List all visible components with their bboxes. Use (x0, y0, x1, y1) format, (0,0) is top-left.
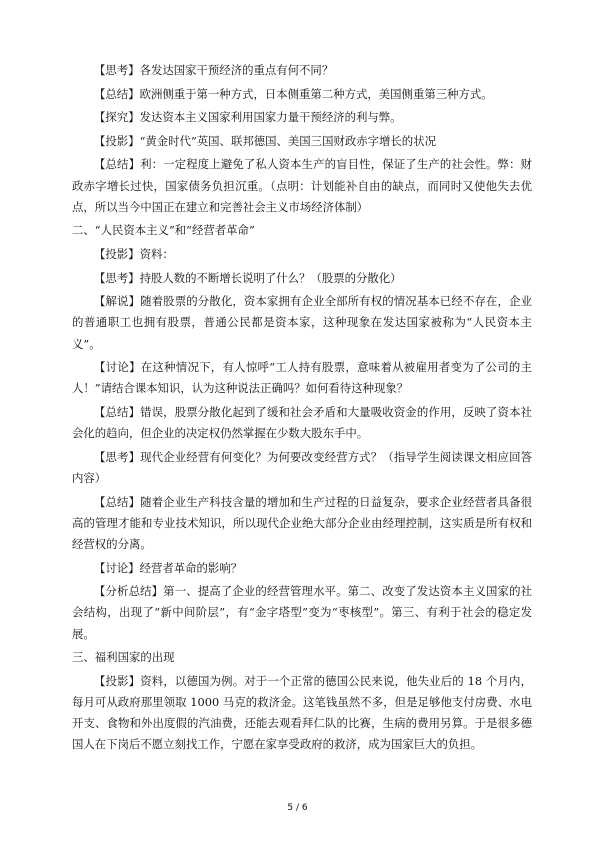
paragraph-think-3: 【思考】现代企业经营有何变化？为何要改变经营方式？（指导学生阅读课文相应回答内容） (72, 449, 532, 485)
section-heading-3: 三、福利国家的出现 (72, 650, 175, 665)
paragraph-projection-2: 【投影】资料： (94, 246, 174, 261)
paragraph-summary-4: 【总结】随着企业生产科技含量的增加和生产过程的日益复杂，要求企业经营者具备很高的管理才能和专业技术知识，所以现代企业绝大部分企业由经理控制，这实质是所有权和经营权的分离。 (72, 494, 532, 551)
paragraph-discuss-1: 【讨论】在这种情况下，有人惊呼“工人持有股票，意味着从被雇用者变为了公司的主人！”请结合课本知识，认为这种说法正确吗？如何看待这种现象？ (72, 360, 532, 396)
document-body (72, 60, 532, 758)
section-heading-2: 二、“人民资本主义”和“经营者革命” (72, 223, 255, 238)
paragraph-think-2: 【思考】持股人数的不断增长说明了什么？（股票的分散化） (94, 270, 402, 285)
paragraph-think-1: 【思考】各发达国家干预经济的重点有何不同？ (94, 63, 334, 77)
paragraph-summary-3: 【总结】错误，股票分散化起到了缓和社会矛盾和大量吸收资金的作用，反映了资本社会化的趋向，但企业的决定权仍然掌握在少数大股东手中。 (72, 404, 532, 441)
paragraph-analysis-summary: 【分析总结】第一、提高了企业的经营管理水平。第二、改变了发达资本主义国家的社会结构，出现了“新中间阶层”，有“金字塔型”变为“枣核型”。第三、有利于社会的稳定发展。 (72, 584, 532, 641)
paragraph-summary-1: 【总结】欧洲侧重于第一种方式，日本侧重第二种方式，美国侧重第三种方式。 (94, 86, 493, 101)
page-number: 5 / 6 (287, 803, 308, 813)
paragraph-explore: 【探究】发达资本主义国家利用国家力量干预经济的利与弊。 (94, 110, 402, 125)
paragraph-projection-3: 【投影】资料，以德国为例。对于一个正常的德国公民来说，他失业后的 18 个月内，每月可从政府那里领取 1000 马克的救济金。这笔钱虽然不多，但是足够他支付房费、水电开支、食物和外出度假的汽油费，还能去观看拜仁队的比赛，生病的费用另算。于是很多德国人在下岗后不愿立刻找工作，宁愿在家享受政府的救济，成为国家巨大的负担。 (72, 673, 532, 752)
paragraph-discuss-2: 【讨论】经营者革命的影响？ (94, 560, 243, 575)
paragraph-projection-1: 【投影】“黄金时代”英国、联邦德国、美国三国财政赤字增长的状况 (94, 133, 436, 148)
paragraph-explain: 【解说】随着股票的分散化，资本家拥有企业全部所有权的情况基本已经不存在，企业的普通职工也拥有股票，普通公民都是资本家，这种现象在发达国家被称为“人民资本主义”。 (72, 294, 532, 351)
paragraph-summary-2: 【总结】利：一定程度上避免了私人资本生产的盲目性，保证了生产的社会性。弊：财政赤字增长过快，国家债务负担沉重。（点明：计划能补自由的缺点，而同时又使他失去优点，所以当今中国正在建立和完善社会主义市场经济体制） (72, 157, 532, 214)
